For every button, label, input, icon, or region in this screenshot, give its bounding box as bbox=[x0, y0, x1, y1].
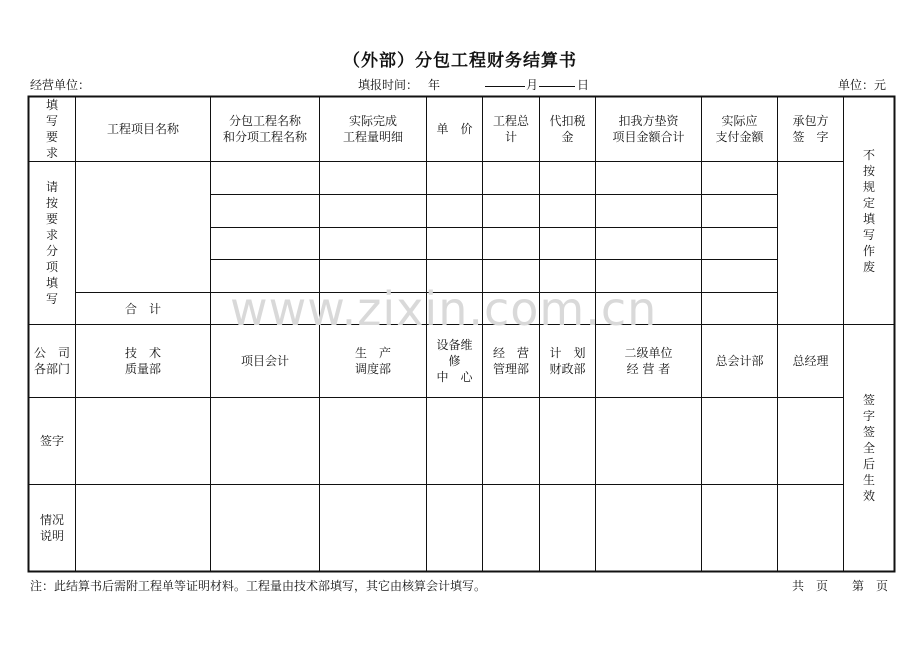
contractor-signature-header: 承包方 签 字 bbox=[792, 114, 829, 144]
dept-project-accounting: 项目会计 bbox=[240, 354, 289, 368]
currency-unit: 单位：元 bbox=[838, 78, 887, 92]
withheld-tax-header: 代扣税 金 bbox=[549, 114, 586, 144]
payable-amount-header: 实际应 支付金额 bbox=[715, 114, 764, 144]
fill-by-item-instruction: 请按要求分项填写 bbox=[45, 180, 58, 306]
dept-equipment-repair: 设备维 修 中 心 bbox=[436, 338, 473, 384]
dept-production-dispatch: 生 产 调度部 bbox=[354, 346, 391, 376]
document-title: （外部）分包工程财务结算书 bbox=[343, 51, 577, 71]
sub-project-name-header: 分包工程名称 和分项工程名称 bbox=[222, 114, 307, 144]
unit-price-header: 单 价 bbox=[436, 122, 473, 136]
subtotal-label: 合 计 bbox=[124, 301, 161, 316]
signature-row-label: 签字 bbox=[39, 434, 64, 448]
situation-note-label: 情况 说明 bbox=[39, 513, 64, 543]
valid-after-signatures-notice: 签字签全后生效 bbox=[862, 393, 875, 503]
month-label: 月 bbox=[526, 78, 539, 92]
unit-label: 经营单位： bbox=[30, 78, 91, 92]
dept-tech-quality: 技 术 质量部 bbox=[124, 346, 161, 376]
departments-label: 公 司 各部门 bbox=[33, 346, 70, 376]
actual-quantity-header: 实际完成 工程量明细 bbox=[342, 114, 403, 144]
fill-requirement-header: 填写要求 bbox=[45, 98, 58, 160]
page-counter: 共 页 第 页 bbox=[792, 579, 889, 593]
day-label: 日 bbox=[577, 78, 590, 92]
date-label: 填报时间： bbox=[358, 78, 419, 92]
invalid-notice: 不按规定填写作废 bbox=[862, 147, 875, 274]
footer-note: 注：此结算书后需附工程单等证明材料。工程量由技术部填写，其它由核算会计填写。 bbox=[30, 579, 487, 593]
watermark: www.zixin.com.cn bbox=[230, 282, 658, 336]
project-name-header: 工程项目名称 bbox=[106, 122, 179, 136]
dept-general-manager: 总经理 bbox=[792, 354, 829, 368]
dept-planning-finance: 计 划 财政部 bbox=[549, 346, 586, 376]
deduction-total-header: 扣我方垫资 项目金额合计 bbox=[612, 114, 685, 144]
dept-business-management: 经 营 管理部 bbox=[492, 346, 529, 376]
dept-secondary-operator: 二级单位 经 营 者 bbox=[624, 346, 673, 376]
total-price-header: 工程总 计 bbox=[492, 114, 529, 144]
dept-chief-accounting: 总会计部 bbox=[715, 354, 764, 368]
year-label: 年 bbox=[428, 78, 441, 92]
